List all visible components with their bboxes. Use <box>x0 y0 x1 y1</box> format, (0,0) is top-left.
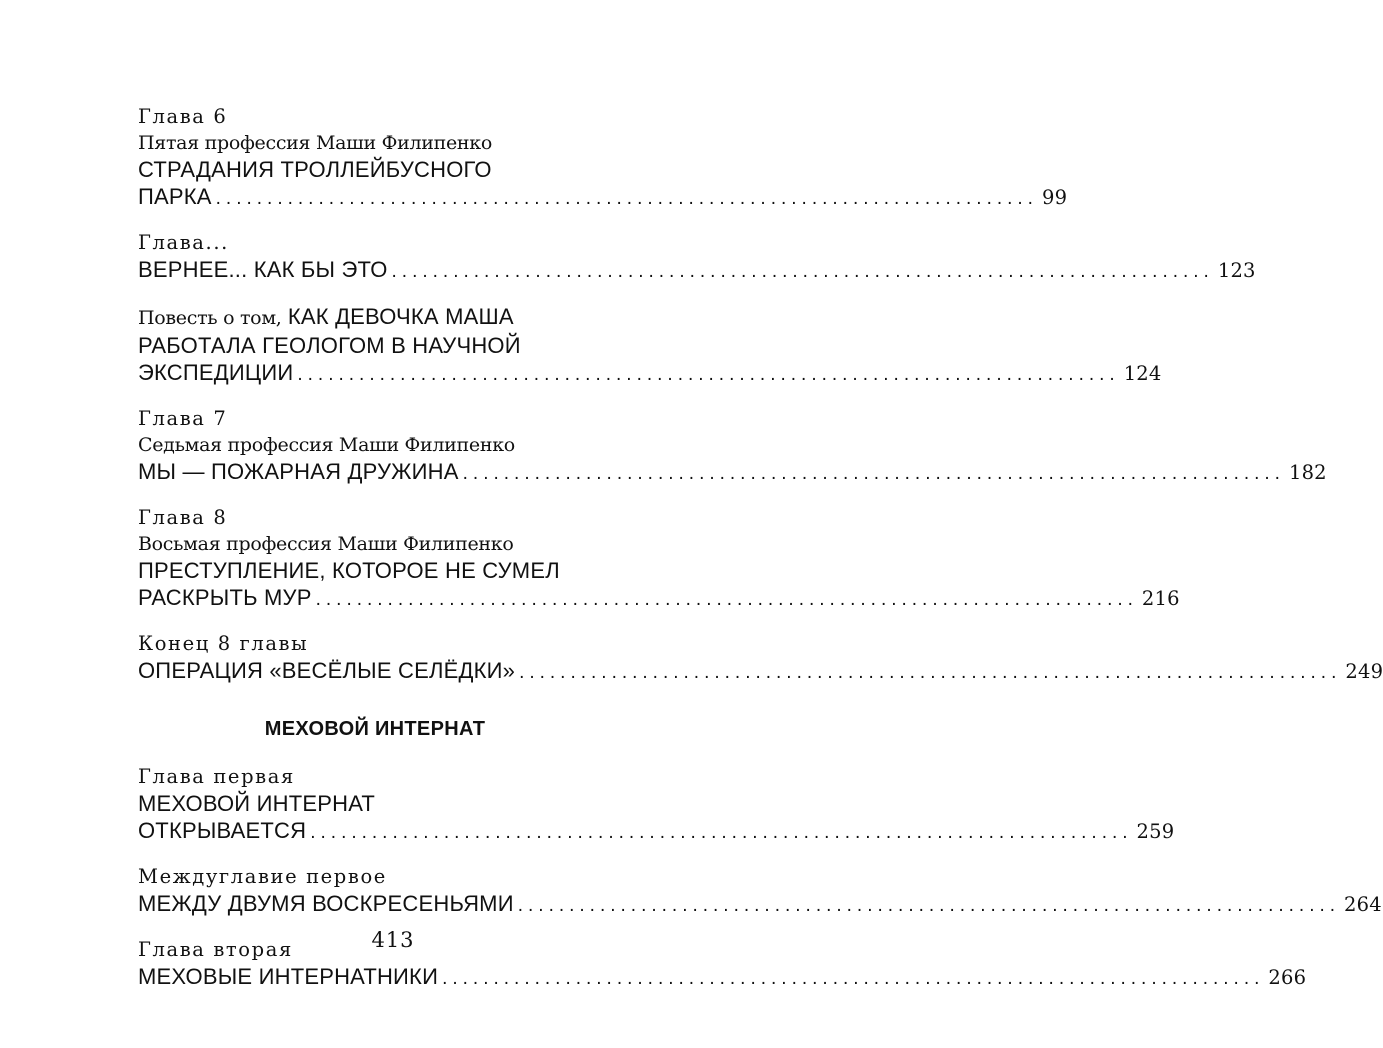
toc-leader-line[interactable] <box>138 657 1383 686</box>
toc-entry-chapter-8 <box>138 505 1180 613</box>
chapter-title-line: РАБОТАЛА ГЕОЛОГОМ В НАУЧНОЙ <box>138 333 521 358</box>
chapter-label: Глава 6 <box>138 105 228 128</box>
section-title: МЕХОВОЙ ИНТЕРНАТ <box>264 718 486 740</box>
page-ref: 264 <box>1344 893 1382 916</box>
chapter-title-last-line: ВЕРНЕЕ... КАК БЫ ЭТО <box>138 257 388 282</box>
chapter-label: Глава 8 <box>138 506 228 529</box>
page-ref: 216 <box>1141 587 1180 610</box>
chapter-title-line: МЕХОВОЙ ИНТЕРНАТ <box>138 791 376 816</box>
table-of-contents <box>138 104 1383 1010</box>
chapter-label: Конец 8 главы <box>138 632 309 655</box>
page-ref: 266 <box>1268 966 1307 989</box>
chapter-label: Глава вторая <box>138 938 293 961</box>
page-ref: 259 <box>1136 820 1175 843</box>
page-ref: 124 <box>1123 362 1162 385</box>
page-ref: 182 <box>1288 461 1327 484</box>
chapter-subtitle: Седьмая профессия Маши Филипенко <box>138 434 515 456</box>
dot-leader: ................................................................................ <box>310 822 1133 843</box>
chapter-label: Глава 7 <box>138 407 228 430</box>
toc-entry-chapter-one <box>138 764 1175 846</box>
dot-leader: ................................................................................ <box>315 589 1138 610</box>
toc-entry-end-chapter-8 <box>138 631 1383 686</box>
toc-leader-line[interactable] <box>138 890 1382 919</box>
toc-leader-line[interactable] <box>138 256 1256 285</box>
toc-leader-line[interactable] <box>138 183 1068 212</box>
chapter-label: Междуглавие первое <box>138 865 387 888</box>
toc-entry-chapter-7 <box>138 406 1327 487</box>
page-ref: 99 <box>1041 186 1068 209</box>
chapter-title-line: СТРАДАНИЯ ТРОЛЛЕЙБУСНОГО <box>138 157 492 182</box>
dot-leader: ................................................................................ <box>215 188 1038 209</box>
toc-leader-line[interactable] <box>138 963 1307 992</box>
page-ref: 123 <box>1217 259 1256 282</box>
dot-leader: ................................................................................ <box>391 261 1214 282</box>
chapter-title-last-line: МЕЖДУ ДВУМЯ ВОСКРЕСЕНЬЯМИ <box>138 891 514 916</box>
chapter-title-last-line: МЕХОВЫЕ ИНТЕРНАТНИКИ <box>138 964 439 989</box>
dot-leader: ................................................................................ <box>462 463 1285 484</box>
chapter-subtitle: Пятая профессия Маши Филипенко <box>138 132 492 154</box>
story-intro: Повесть о том, <box>138 307 282 329</box>
chapter-label: Глава первая <box>138 765 295 788</box>
toc-entry-chapter-ellipsis <box>138 230 1256 285</box>
toc-entry-story-geologist <box>138 303 1162 388</box>
toc-leader-line[interactable] <box>138 458 1327 487</box>
chapter-subtitle: Восьмая профессия Маши Филипенко <box>138 533 514 555</box>
chapter-title-last-line: ПАРКА <box>138 184 212 209</box>
chapter-title-last-line: ОПЕРАЦИЯ «ВЕСЁЛЫЕ СЕЛЁДКИ» <box>138 658 516 683</box>
chapter-title-last-line: МЫ — ПОЖАРНАЯ ДРУЖИНА <box>138 459 459 484</box>
dot-leader: ................................................................................ <box>297 364 1120 385</box>
dot-leader: ................................................................................ <box>519 662 1342 683</box>
story-title-first-line <box>138 303 612 332</box>
toc-leader-line[interactable] <box>138 817 1175 846</box>
page-number: 413 <box>371 928 415 952</box>
chapter-title-line: ПРЕСТУПЛЕНИЕ, КОТОРОЕ НЕ СУМЕЛ <box>138 558 560 583</box>
chapter-title-last-line: ЭКСПЕДИЦИИ <box>138 360 294 385</box>
toc-entry-chapter-6 <box>138 104 1068 212</box>
dot-leader: ................................................................................ <box>442 968 1265 989</box>
dot-leader: ................................................................................ <box>517 895 1341 916</box>
toc-entry-interchapter-one <box>138 864 1382 919</box>
toc-leader-line[interactable] <box>138 359 1162 388</box>
story-title-start: КАК ДЕВОЧКА МАША <box>287 304 514 329</box>
page-ref: 249 <box>1345 660 1383 683</box>
chapter-title-last-line: РАСКРЫТЬ МУР <box>138 585 312 610</box>
chapter-title-last-line: ОТКРЫВАЕТСЯ <box>138 818 307 843</box>
toc-leader-line[interactable] <box>138 584 1180 613</box>
chapter-label: Глава... <box>138 231 229 254</box>
